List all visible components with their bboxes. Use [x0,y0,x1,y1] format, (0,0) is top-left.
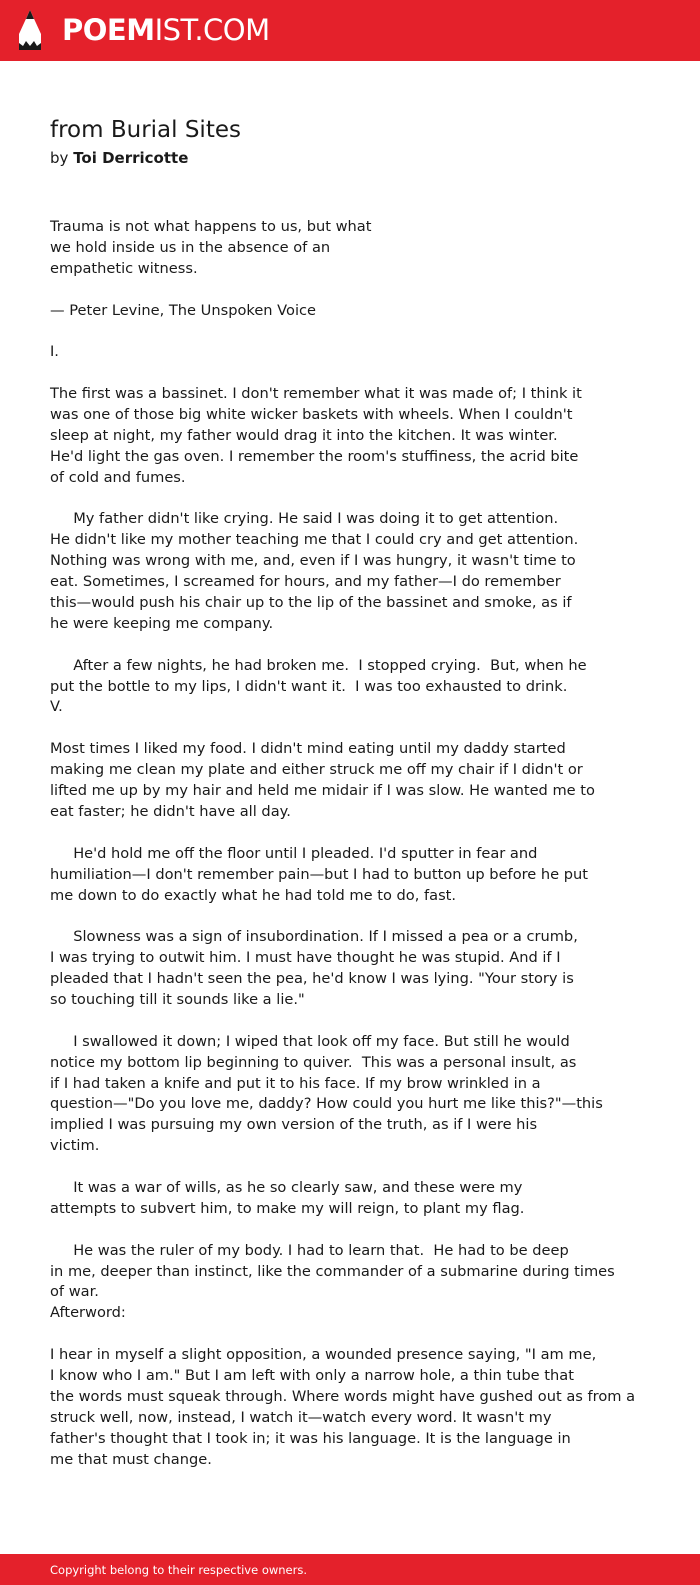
poem-line: implied I was pursuing my own version of the truth, as if I were his [50,1116,538,1134]
poem-line: question—"Do you love me, daddy? How could you hurt me like this?"—this [50,1095,603,1113]
poem-line: Most times I liked my food. I didn't mind eating until my daddy started [50,740,566,758]
poem-line: I was trying to outwit him. I must have thought he was stupid. And if I [50,949,561,967]
poem-line: empathetic witness. [50,259,198,277]
poem-byline [50,148,188,168]
poem-line: V. [50,698,63,716]
poem-line [50,635,670,656]
poem-line [50,1220,670,1241]
poem-line: Nothing was wrong with me, and, even if I was hungry, it wasn't time to [50,552,576,570]
poem-line [50,363,670,384]
poem-line: me that must change. [50,1450,212,1468]
poem-line: I. [50,343,59,361]
poem-line [50,1011,670,1032]
poem-line [50,321,670,342]
poem-line: we hold inside us in the absence of an [50,238,331,256]
pencil-icon[interactable] [18,10,42,51]
poem-line: The first was a bassinet. I don't remember what it was made of; I think it [50,385,582,403]
poem-line [50,1324,670,1345]
logo-brand-bold: POEM [62,13,155,47]
poem-line: humiliation—I don't remember pain—but I had to button up before he put [50,865,589,883]
poem-line: Afterword: [50,1304,126,1322]
poem-line: eat faster; he didn't have all day. [50,802,291,820]
poem-line: After a few nights, he had broken me. I stopped crying. But, when he [50,656,587,674]
poem-body [50,217,670,1470]
poem-line: was one of those big white wicker baskets with wheels. When I couldn't [50,406,573,424]
poem-line: victim. [50,1137,100,1155]
poem-line [50,1157,670,1178]
poem-line: I hear in myself a slight opposition, a wounded presence saying, "I am me, [50,1346,597,1364]
poem-line [50,280,670,301]
poem-line: he were keeping me company. [50,614,274,632]
poem-line: if I had taken a knife and put it to his face. If my brow wrinkled in a [50,1074,541,1092]
poem-line: attempts to subvert him, to make my will reign, to plant my flag. [50,1199,525,1217]
poem-line: put the bottle to my lips, I didn't want it. I was too exhausted to drink. [50,677,568,695]
poem-line: so touching till it sounds like a lie." [50,990,305,1008]
logo-brand-light: IST.COM [154,13,270,47]
poem-line: It was a war of wills, as he so clearly saw, and these were my [50,1178,523,1196]
poem-line: this—would push his chair up to the lip of the bassinet and smoke, as if [50,594,572,612]
poem-line: I know who I am." But I am left with only a narrow hole, a thin tube that [50,1366,574,1384]
poem-line [50,906,670,927]
site-header [0,0,700,61]
poem-line: Slowness was a sign of insubordination. If I missed a pea or a crumb, [50,928,578,946]
poem-line: Trauma is not what happens to us, but what [50,218,372,235]
poem-title: from Burial Sites [50,117,241,143]
poem-line: pleaded that I hadn't seen the pea, he'd know I was lying. "Your story is [50,970,574,988]
poem-line [50,718,670,739]
poem-line: struck well, now, instead, I watch it—watch every word. It wasn't my [50,1408,552,1426]
poem-line: eat. Sometimes, I screamed for hours, and my father—I do remember [50,573,561,591]
poem-line: in me, deeper than instinct, like the commander of a submarine during times [50,1262,615,1280]
poem-line: notice my bottom lip beginning to quiver. This was a personal insult, as [50,1053,577,1071]
poem-line: — Peter Levine, The Unspoken Voice [50,301,317,319]
site-logo[interactable] [62,13,270,47]
poem-line: the words must squeak through. Where words might have gushed out as from a [50,1387,636,1405]
poem-line: He was the ruler of my body. I had to learn that. He had to be deep [50,1241,569,1259]
poem-line: My father didn't like crying. He said I was doing it to get attention. [50,510,559,528]
poem-line: I swallowed it down; I wiped that look off my face. But still he would [50,1032,570,1050]
poem-line: father's thought that I took in; it was his language. It is the language in [50,1429,571,1447]
by-label: by [50,149,69,167]
copyright-text: Copyright belong to their respective owners. [50,1563,308,1577]
poem-line: sleep at night, my father would drag it into the kitchen. It was winter. [50,426,558,444]
poem-line: of war. [50,1283,99,1301]
poem-author: Toi Derricotte [73,149,189,167]
poem-line: of cold and fumes. [50,468,186,486]
poem-line: He'd hold me off the floor until I pleaded. I'd sputter in fear and [50,844,538,862]
poem-line: me down to do exactly what he had told me to do, fast. [50,886,457,904]
poem-line [50,823,670,844]
poem-line [50,489,670,510]
poem-line: lifted me up by my hair and held me midair if I was slow. He wanted me to [50,782,595,800]
poem-line: He didn't like my mother teaching me that I could cry and get attention. [50,531,579,549]
poem-line: He'd light the gas oven. I remember the room's stuffiness, the acrid bite [50,447,579,465]
poem-line: making me clean my plate and either struck me off my chair if I didn't or [50,761,583,779]
site-footer [0,1554,700,1585]
